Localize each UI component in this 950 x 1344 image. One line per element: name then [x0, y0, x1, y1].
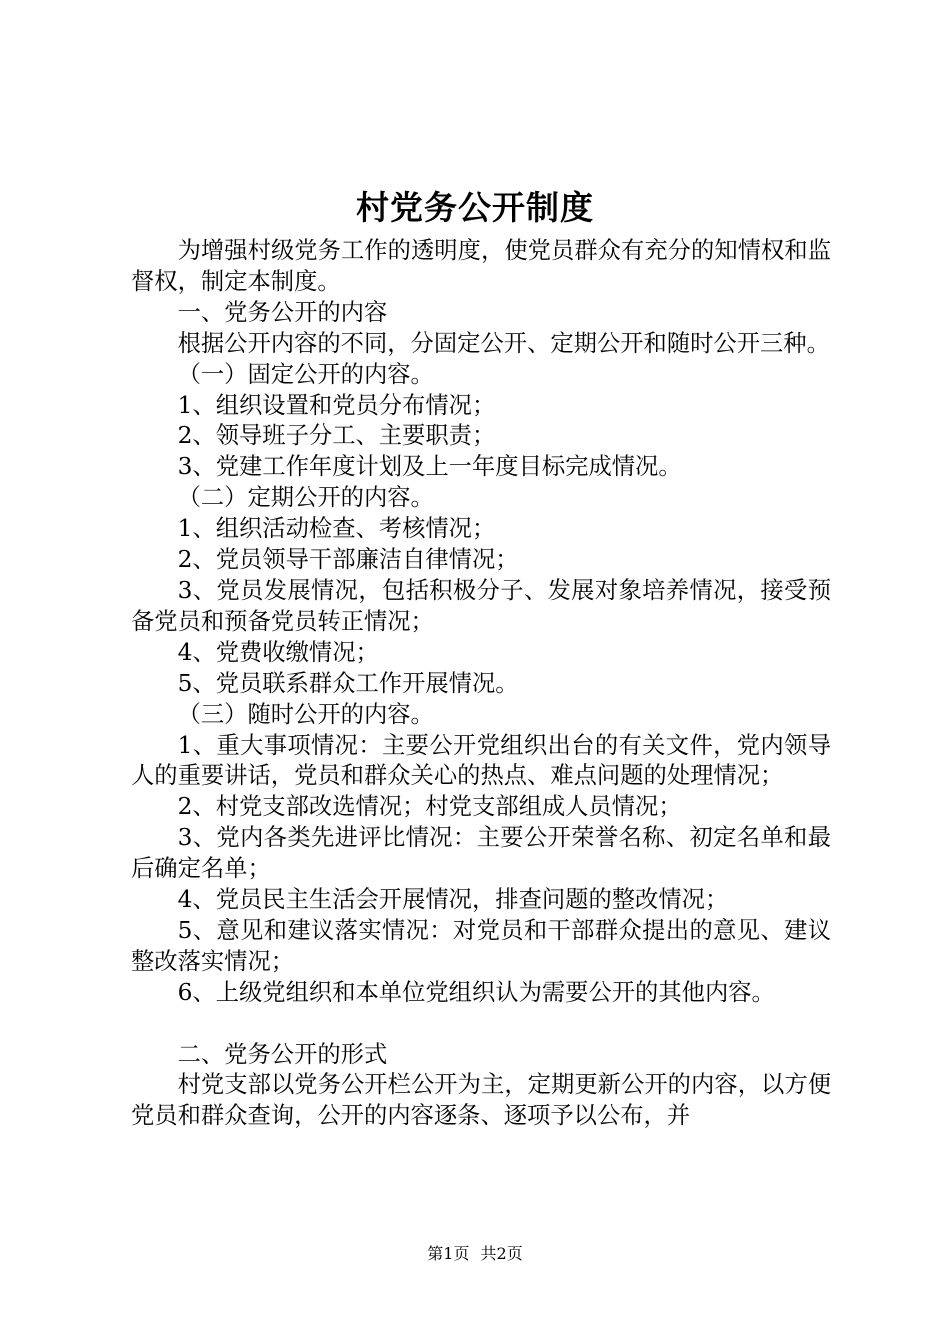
paragraph: 根据公开内容的不同，分固定公开、定期公开和随时公开三种。 — [177, 329, 830, 357]
section-heading-form: 二、党务公开的形式 — [177, 1040, 388, 1068]
document-title: 村党务公开制度 — [356, 188, 594, 227]
list-item: 4、党费收缴情况； — [177, 638, 379, 666]
list-item: 2、村党支部改选情况；村党支部组成人员情况； — [177, 793, 682, 821]
list-item: 2、党员领导干部廉洁自律情况； — [177, 546, 519, 574]
list-item: 3、党建工作年度计划及上一年度目标完成情况。 — [177, 453, 682, 481]
list-item: 1、组织设置和党员分布情况； — [177, 391, 496, 419]
paragraph: 村党支部以党务公开栏公开为主，定期更新公开的内容，以方便党员和群众查询，公开的内容逐条、逐项予以公布，并 — [131, 1071, 831, 1130]
page-total: 共2页 — [480, 1244, 523, 1263]
intro-paragraph: 为增强村级党务工作的透明度，使党员群众有充分的知情权和监督权，制定本制度。 — [131, 237, 831, 295]
list-item: 3、党员发展情况，包括积极分子、发展对象培养情况，接受预备党员和预备党员转正情况； — [131, 576, 831, 635]
list-item: 4、党员民主生活会开展情况，排查问题的整改情况； — [177, 886, 729, 914]
list-item: 5、党员联系群众工作开展情况。 — [177, 669, 519, 697]
list-item: 6、上级党组织和本单位党组织认为需要公开的其他内容。 — [177, 978, 775, 1006]
blank-line — [131, 1009, 831, 1040]
subsection-heading-fixed: （一）固定公开的内容。 — [177, 360, 434, 388]
document-body — [131, 236, 831, 1132]
list-item: 2、领导班子分工、主要职责； — [177, 422, 496, 450]
page-footer — [0, 1243, 950, 1265]
list-item: 3、党内各类先进评比情况：主要公开荣誉名称、初定名单和最后确定名单； — [131, 824, 831, 883]
section-heading-content: 一、党务公开的内容 — [177, 298, 388, 326]
subsection-heading-periodic: （二）定期公开的内容。 — [177, 484, 434, 512]
list-item: 5、意见和建议落实情况：对党员和干部群众提出的意见、建议整改落实情况； — [131, 916, 831, 975]
list-item: 1、组织活动检查、考核情况； — [177, 515, 496, 543]
subsection-heading-anytime: （三）随时公开的内容。 — [177, 700, 434, 728]
list-item: 1、重大事项情况：主要公开党组织出台的有关文件，党内领导人的重要讲话，党员和群众关心的热点、难点问题的处理情况； — [131, 731, 831, 790]
page-number: 第1页 — [427, 1244, 470, 1263]
